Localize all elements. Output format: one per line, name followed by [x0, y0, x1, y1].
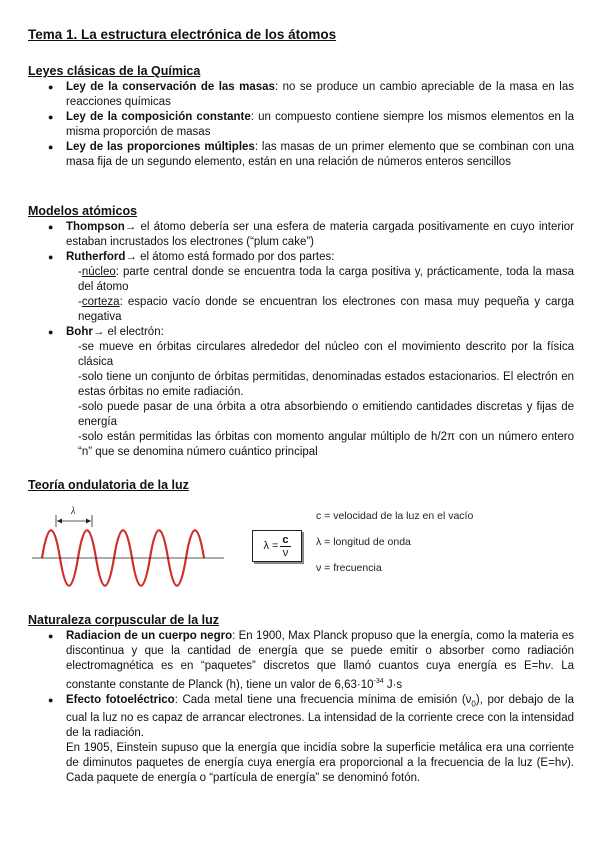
concept-term: Efecto fotoeléctrico	[66, 693, 175, 706]
formula-numerator: c	[282, 533, 289, 546]
document-page	[28, 26, 574, 786]
page-title: Tema 1. La estructura electrónica de los átomos	[28, 27, 337, 42]
concept-term: Radiacion de un cuerpo negro	[66, 630, 233, 642]
list-item	[28, 110, 574, 140]
heading-leyes: Leyes clásicas de la Química	[28, 64, 201, 78]
law-term: Ley de la composición constante	[66, 111, 251, 123]
law-term: Ley de las proporciones múltiples	[66, 141, 255, 153]
concept-text: ), por debajo de la cual la luz no es capaz de arrancar electrones. La intensidad de la corriente crece con la intensidad de la radiación.	[66, 693, 574, 740]
concept-text: J·s	[383, 678, 403, 691]
concept-text: En 1905, Einstein supuso que la energía que incidía sobre la superficie metálica era una corriente de diminutos paquetes de energía cuya energía era proporcional a la frecuencia de la luz (E=h	[66, 742, 574, 770]
rutherford-nucleo: -núcleo: parte central donde se encuentra toda la carga positiva y, prácticamente, toda la masa del átomo	[78, 266, 574, 293]
corteza-label: corteza	[81, 296, 120, 308]
leyes-list	[28, 80, 574, 170]
bohr-point: -solo puede pasar de una órbita a otra absorbiendo o emitiendo cantidades discretas y fijas de energía	[78, 401, 574, 428]
model-term: Rutherford	[66, 251, 126, 263]
naturaleza-list	[28, 629, 574, 741]
einstein-paragraph	[28, 741, 574, 786]
legend-lambda: λ = longitud de onda	[316, 536, 411, 548]
bohr-point: -solo están permitidas las órbitas con momento angular múltiplo de h/2π con un número entero “n” que se denomina número cuántico principal	[78, 431, 574, 458]
wavelength-label: λ	[71, 506, 76, 517]
list-item-rutherford	[28, 250, 574, 265]
nucleo-label: núcleo	[81, 266, 116, 278]
wavelength-formula	[252, 530, 302, 562]
bohr-point: -solo tiene un conjunto de órbitas permitidas, denominadas estados estacionarios. El electrón en estas órbitas no emite radiación.	[78, 371, 574, 398]
concept-text: : Cada metal tiene una frecuencia mínima de emisión (ν	[174, 693, 472, 706]
model-term: Thompson	[66, 221, 125, 233]
formula-fraction	[280, 534, 290, 559]
model-text: → el átomo está formado por dos partes:	[125, 251, 335, 263]
arrow-head-right	[86, 519, 91, 524]
bohr-point: -se mueve en órbitas circulares alrededor del núcleo con el movimiento descrito por la física clásica	[78, 341, 574, 368]
law-text: : las masas de un primer elemento que se combinan con una masa fija de un segundo elemento, están en una relación de números enteros sencillos	[66, 141, 574, 168]
list-item	[28, 140, 574, 170]
subscript: 0	[471, 699, 476, 709]
law-text: : no se produce un cambio apreciable de la masa en las reacciones químicas	[66, 81, 574, 108]
concept-text: . La constante constante de Planck (h), tiene un valor de 6,63·10	[66, 660, 574, 691]
section-leyes	[28, 64, 574, 170]
wave-figure	[28, 501, 574, 601]
nu-symbol: ν	[561, 757, 567, 770]
nu-symbol: ν	[544, 660, 551, 672]
legend-nu: ν = frecuencia	[316, 562, 382, 574]
arrow-head-left	[57, 519, 62, 524]
law-term: Ley de la conservación de las masas	[66, 81, 275, 93]
model-text: → el electrón:	[92, 326, 164, 338]
heading-modelos: Modelos atómicos	[28, 204, 138, 218]
list-item-cuerpo-negro	[28, 629, 574, 693]
heading-teoria: Teoría ondulatoria de la luz	[28, 478, 189, 492]
exponent: -34	[373, 678, 384, 685]
law-text: : un compuesto contiene siempre los mismos elementos en la misma proporción de masas	[66, 111, 574, 138]
model-term: Bohr	[66, 326, 93, 338]
list-item	[28, 80, 574, 110]
formula-denominator: ν	[282, 546, 289, 559]
formula-lhs: λ =	[263, 539, 279, 552]
wave-diagram	[28, 501, 228, 601]
modelos-list	[28, 220, 574, 265]
section-modelos	[28, 204, 574, 460]
nucleo-text: : parte central donde se encuentra toda la carga positiva y, prácticamente, toda la masa del átomo	[78, 266, 574, 293]
heading-naturaleza: Naturaleza corpuscular de la luz	[28, 613, 220, 627]
list-item-thompson	[28, 220, 574, 250]
concept-text: : En 1900, Max Planck propuso que la energía, como la materia es discontinua y que la cantidad de energía que se puede emitir o absorber como radiación electromagnética es en “paquetes” discretos que llamó cuantos cuya energía es E=h	[66, 630, 574, 672]
list-item-fotoelectrico	[28, 693, 574, 741]
bohr-list	[28, 325, 574, 340]
legend-c: c = velocidad de la luz en el vacío	[316, 510, 474, 522]
section-teoria	[28, 478, 574, 601]
model-text: → el átomo debería ser una esfera de materia cargada positivamente en cuyo interior estaban incrustados los electrones (“plum cake”)	[66, 221, 574, 248]
concept-text: ). Cada paquete de energía o “partícula de energía” se denominó fotón.	[66, 757, 574, 785]
rutherford-corteza: -corteza: espacio vacío donde se encuentran los electrones con masa muy pequeña y carga negativa	[78, 296, 574, 323]
section-naturaleza	[28, 613, 574, 786]
corteza-text: : espacio vacío donde se encuentran los electrones con masa muy pequeña y carga negativa	[78, 296, 574, 323]
list-item-bohr	[28, 325, 574, 340]
